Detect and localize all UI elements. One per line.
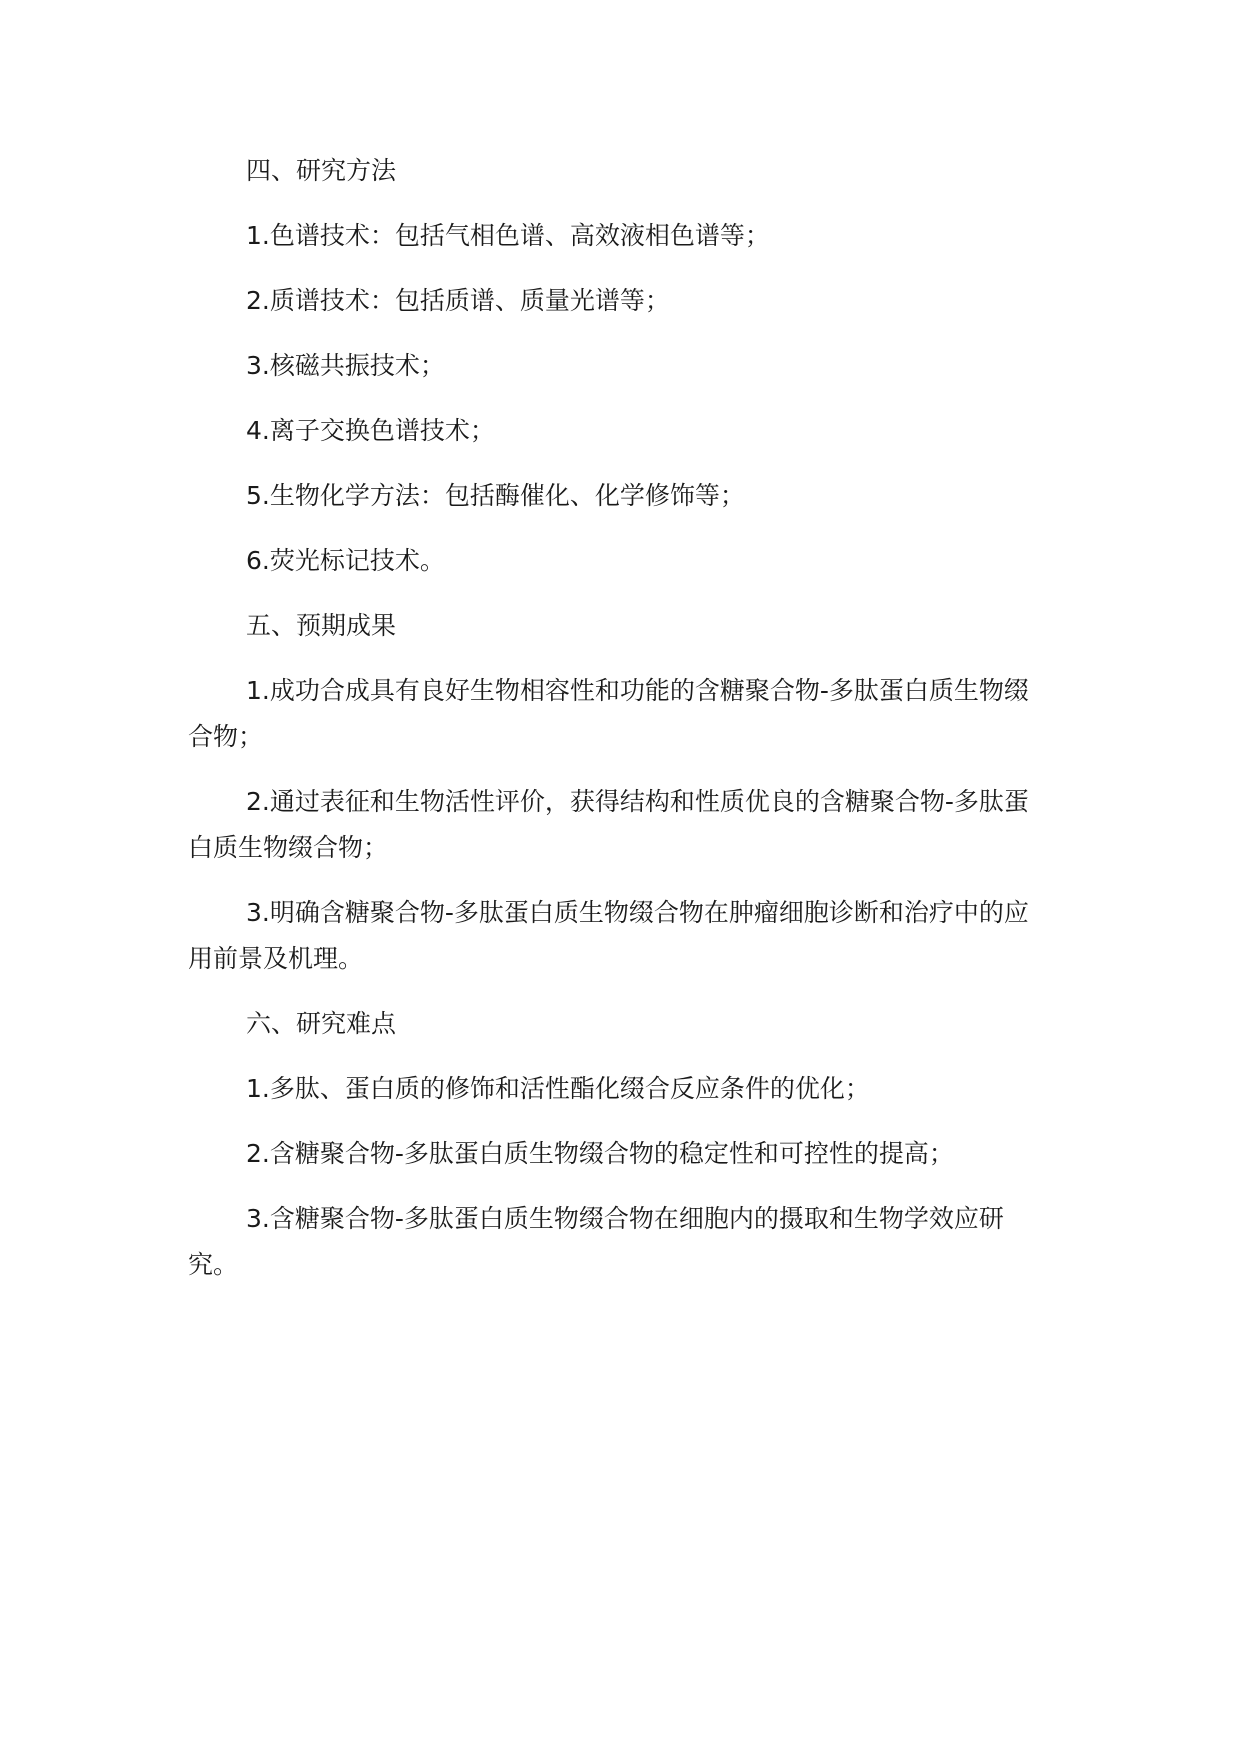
section-heading-methods: 四、研究方法 xyxy=(246,156,397,185)
section-heading-expected-results: 五、预期成果 xyxy=(246,611,397,640)
results-item: 3.明确含糖聚合物-多肽蛋白质生物缀合物在肿瘤细胞诊断和治疗中的应用前景及机理。 xyxy=(188,898,1029,973)
difficulties-item: 3.含糖聚合物-多肽蛋白质生物缀合物在细胞内的摄取和生物学效应研究。 xyxy=(188,1204,1004,1279)
results-item: 1.成功合成具有良好生物相容性和功能的含糖聚合物-多肽蛋白质生物缀合物； xyxy=(188,676,1029,751)
methods-item: 4.离子交换色谱技术； xyxy=(246,416,495,445)
difficulties-item: 1.多肽、蛋白质的修饰和活性酯化缀合反应条件的优化； xyxy=(246,1074,870,1103)
document-body xyxy=(188,148,1043,1307)
methods-item: 5.生物化学方法：包括酶催化、化学修饰等； xyxy=(246,481,745,510)
methods-item: 6.荧光标记技术。 xyxy=(246,546,445,575)
difficulties-item: 2.含糖聚合物-多肽蛋白质生物缀合物的稳定性和可控性的提高； xyxy=(246,1139,954,1168)
methods-item: 1.色谱技术：包括气相色谱、高效液相色谱等； xyxy=(246,221,770,250)
methods-item: 2.质谱技术：包括质谱、质量光谱等； xyxy=(246,286,670,315)
section-heading-difficulties: 六、研究难点 xyxy=(246,1009,397,1038)
results-item: 2.通过表征和生物活性评价，获得结构和性质优良的含糖聚合物-多肽蛋白质生物缀合物； xyxy=(188,787,1029,862)
methods-item: 3.核磁共振技术； xyxy=(246,351,445,380)
